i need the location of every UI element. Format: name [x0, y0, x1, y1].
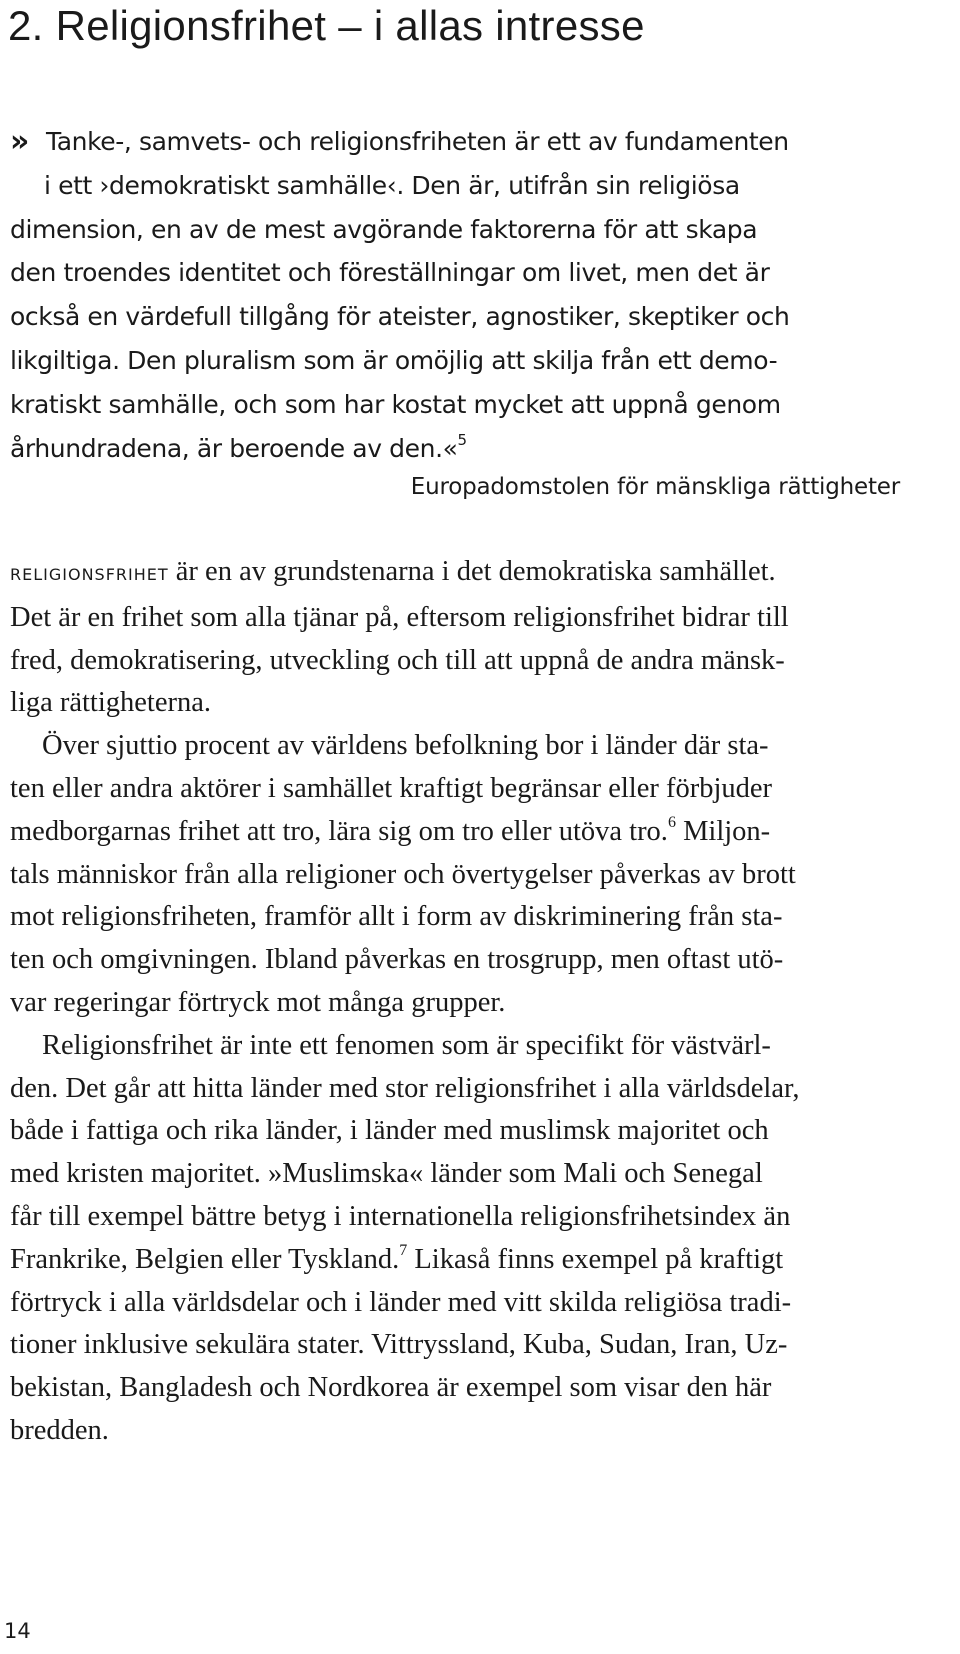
- block-quote: [10, 120, 910, 470]
- paragraph-line: förtryck i alla världsdelar och i länder med vitt skilda religiösa tradi-: [10, 1286, 792, 1318]
- paragraph-line: ten eller andra aktörer i samhället kraftigt begränsar eller förbjuder: [10, 772, 773, 804]
- quote-line: i ett ›demokratiskt samhälle‹. Den är, utifrån sin religiösa: [44, 170, 740, 200]
- footnote-marker: 6: [667, 813, 676, 831]
- chapter-title: 2. Religionsfrihet – i allas intresse: [8, 2, 645, 49]
- footnote-marker: 7: [399, 1241, 408, 1259]
- paragraph-line: medborgarnas frihet att tro, lära sig om tro eller utöva tro.$^6$ Miljon-: [10, 813, 771, 847]
- paragraph-line: fred, demokratisering, utveckling och till att uppnå de andra mänsk-: [10, 644, 785, 676]
- quote-line: också en värdefull tillgång för ateister, agnostiker, skeptiker och: [10, 302, 790, 332]
- paragraph-line: Religionsfrihet är inte ett fenomen som är specifikt för västvärl-: [42, 1029, 771, 1061]
- paragraph-line: mot religionsfriheten, framför allt i form av diskriminering från sta-: [10, 901, 783, 933]
- paragraph-line: Frankrike, Belgien eller Tyskland.$^7$ Likaså finns exempel på kraftigt: [10, 1241, 784, 1275]
- quote-line: » Tanke-, samvets- och religionsfriheten är ett av fundamenten: [10, 124, 789, 159]
- lead-word: RELIGIONSFRIHET: [10, 565, 169, 584]
- paragraph-line: RELIGIONSFRIHET är en av grundstenarna i det demokratiska samhället.: [10, 556, 776, 587]
- paragraph-line: var regeringar förtryck mot många grupper.: [10, 986, 506, 1018]
- paragraph-line: bekistan, Bangladesh och Nordkorea är exempel som visar den här: [10, 1372, 772, 1404]
- footnote-marker: 5: [457, 430, 467, 449]
- quote-line: århundradena, är beroende av den.«$^5$: [10, 430, 467, 463]
- paragraph-line: får till exempel bättre betyg i internationella religionsfrihetsindex än: [10, 1200, 791, 1232]
- quote-line: dimension, en av de mest avgörande faktorerna för att skapa: [10, 214, 758, 244]
- quote-line: likgiltiga. Den pluralism som är omöjlig att skilja från ett demo-: [10, 345, 778, 375]
- paragraph-line: med kristen majoritet. »Muslimska« länder som Mali och Senegal: [10, 1158, 763, 1190]
- page-number: 14: [4, 1619, 31, 1643]
- quote-attribution: Europadomstolen för mänskliga rättigheter: [410, 474, 900, 500]
- paragraph-line: både i fattiga och rika länder, i länder med muslimsk majoritet och: [10, 1115, 769, 1147]
- body-text: [10, 551, 910, 1453]
- paragraph-line: ten och omgivningen. Ibland påverkas en trosgrupp, men oftast utö-: [10, 944, 784, 976]
- quote-line: den troendes identitet och föreställningar om livet, men det är: [10, 258, 770, 288]
- paragraph-line: bredden.: [10, 1414, 109, 1446]
- quote-mark-icon: »: [10, 124, 24, 159]
- paragraph-line: tals människor från alla religioner och övertygelser påverkas av brott: [10, 858, 796, 890]
- paragraph-line: liga rättigheterna.: [10, 687, 211, 719]
- paragraph-line: den. Det går att hitta länder med stor religionsfrihet i alla världsdelar,: [10, 1072, 800, 1104]
- paragraph-line: tioner inklusive sekulära stater. Vittryssland, Kuba, Sudan, Iran, Uz-: [10, 1329, 788, 1361]
- paragraph-line: Det är en frihet som alla tjänar på, eftersom religionsfrihet bidrar till: [10, 601, 789, 633]
- quote-line: kratiskt samhälle, och som har kostat mycket att uppnå genom: [10, 389, 781, 419]
- paragraph-line: Över sjuttio procent av världens befolkning bor i länder där sta-: [42, 730, 769, 762]
